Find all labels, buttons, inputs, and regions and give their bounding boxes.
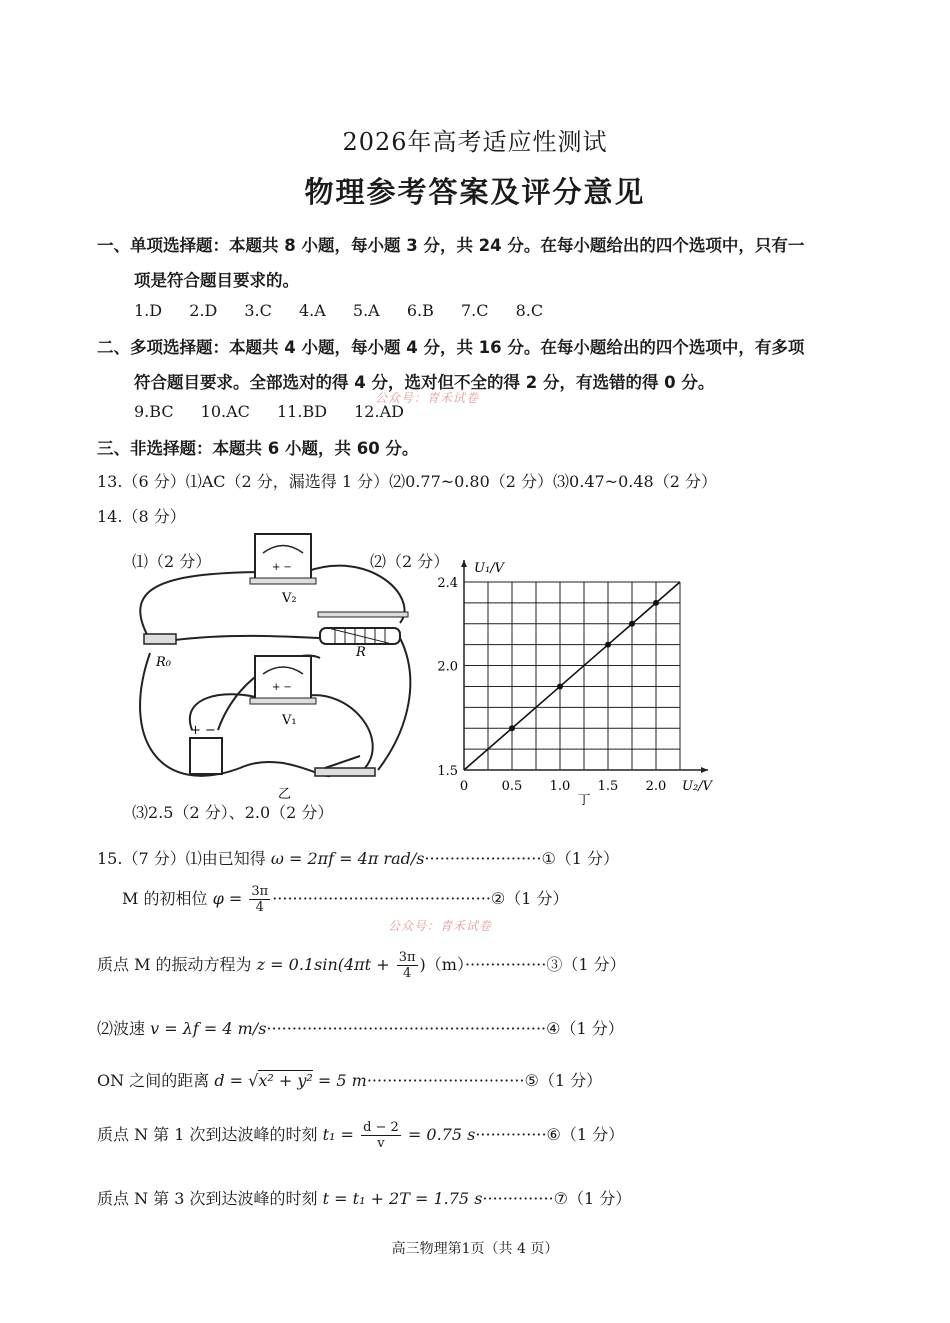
q15-l3-prefix: 质点 M 的振动方程为 [97,955,252,974]
x-tick-label: 0 [459,779,469,794]
q15-l5-tail: ⑤（1 分） [524,1071,603,1090]
q15-l3-num: 3π [398,950,416,965]
q15-l4-tail: ④（1 分） [546,1019,624,1038]
q15-l2-den: 4 [255,900,264,915]
wire [175,636,320,640]
x-axis-arrow [701,767,708,773]
q15-l1-formula: ω = 2πf = 4π rad/s [270,849,425,868]
wire [305,695,373,768]
x-tick-label: 0.5 [501,779,523,794]
x-tick-label: 1.0 [549,779,571,794]
q15-l6-tail: ⑥（1 分） [546,1125,625,1144]
exam-title: 2026年高考适应性测试 [342,128,608,156]
section2-heading-line1: 二、多项选择题：本题共 4 小题，每小题 4 分，共 16 分。在每小题给出的四个选项中，有多项 [97,338,805,357]
x-tick-label: 1.5 [597,779,619,794]
q15-l5-sqrt: x² + y² [258,1071,313,1090]
q15-l2-num: 3π [251,884,269,899]
q15-l7-prefix: 质点 N 第 3 次到达波峰的时刻 [97,1189,318,1208]
q15-line1 [97,846,619,869]
q15-l3-close: )（m） [419,955,465,974]
q15-line6 [97,1120,624,1151]
fit-line [464,582,680,770]
q14-heading: 14.（8 分） [97,507,186,526]
q15-l3-fraction [397,950,418,981]
q15-l2-phi: φ = [212,889,243,908]
q15-line4 [97,1016,624,1039]
voltmeter-v1 [250,656,316,704]
wire [140,572,260,640]
q15-l6-fraction [361,1120,401,1151]
answer-4: 4.A [298,301,326,320]
q15-l5-dots: ······························· [366,1071,525,1090]
answer-7: 7.C [460,301,489,320]
q15-l5-prefix: ON 之间的距离 [97,1071,210,1090]
battery [190,738,222,774]
y-axis-arrow [461,560,467,567]
section1-answers [134,301,565,320]
q15-l2-fraction [249,884,270,915]
q15-l3-formula: z = 0.1sin(4πt + [256,955,390,974]
wire [378,638,410,770]
section2-heading-line2: 符合题目要求。全部选对的得 4 分，选对但不全的得 2 分，有选错的得 0 分。 [134,373,715,392]
q15-l1-prefix: 15.（7 分）⑴由已知得 [97,849,266,868]
answer-12: 12.AD [354,402,404,421]
answer-1: 1.D [134,301,163,320]
q15-l2-prefix: M 的初相位 [122,889,208,908]
q15-l4-dots: ······················································· [266,1019,547,1038]
section1-heading-line2: 项是符合题目要求的。 [134,271,299,290]
data-point [557,683,563,689]
q15-l4-formula: v = λf = 4 m/s [150,1019,267,1038]
battery-signs: + − [190,723,216,738]
answer-10: 10.AC [200,402,250,421]
q14-part2: ⑵（2 分） [370,552,450,571]
resistor-r0 [144,634,176,644]
u1-u2-chart [430,552,730,807]
answer-11: 11.BD [277,402,328,421]
voltmeter-v2 [250,534,316,584]
answer-6: 6.B [406,301,434,320]
q15-line3 [97,950,626,981]
section1-heading-line1: 一、单项选择题：本题共 8 小题，每小题 3 分，共 24 分。在每小题给出的四个选项中，只有一 [97,236,805,255]
q15-l3-den: 4 [402,966,412,981]
answer-key-title: 物理参考答案及评分意见 [304,175,646,209]
q15-l7-formula: t = t₁ + 2T = 1.75 s [322,1189,483,1208]
x-axis-label: U₂/V [682,779,712,794]
q13-answer: 13.（6 分）⑴AC（2 分，漏选得 1 分）⑵0.77~0.80（2 分）⑶0.47~0.48（2 分） [97,472,717,491]
v2-label: V₂ [282,591,297,606]
q15-l3-dots: ················ [464,955,547,974]
q15-l6-prefix: 质点 N 第 1 次到达波峰的时刻 [97,1125,318,1144]
q15-l6-t: t₁ = [322,1125,354,1144]
v1-terminal-signs: + − [272,682,292,693]
q15-l1-tail: ①（1 分） [541,849,620,868]
x-tick-label: 2.0 [645,779,667,794]
answer-3: 3.C [244,301,272,320]
q15-l6-dots: ·············· [475,1125,547,1144]
q15-l6-den: v [377,1136,385,1151]
q15-l4-prefix: ⑵波速 [97,1019,146,1038]
q15-l2-dots: ··········································· [272,889,491,908]
q15-l7-dots: ·············· [482,1189,554,1208]
answer-9: 9.BC [134,402,174,421]
page-footer: 高三物理第1页（共 4 页） [391,1241,559,1257]
q14-part3: ⑶2.5（2 分）、2.0（2 分） [132,803,334,822]
y-tick-label: 2.0 [437,659,458,675]
q15-line7 [97,1186,631,1209]
answer-8: 8.C [515,301,544,320]
watermark-middle: 公众号：青禾试卷 [388,919,493,933]
data-point [605,642,611,648]
q15-l5-formula-a: d = [214,1071,244,1090]
y-tick-label: 2.4 [437,576,458,591]
q15-l7-tail: ⑦（1 分） [553,1189,632,1208]
data-point [653,600,659,606]
q15-l6-formula: = 0.75 s [407,1125,476,1144]
y-tick-label: 1.5 [437,764,458,779]
q15-line2 [122,884,569,915]
v1-label: V₁ [282,713,297,728]
section3-heading: 三、非选择题：本题共 6 小题，共 60 分。 [97,439,419,458]
q15-l2-tail: ②（1 分） [490,889,569,908]
q15-l3-tail: ③（1 分） [546,955,626,974]
answer-2: 2.D [189,301,218,320]
watermark-top: 公众号：青禾试卷 [375,391,480,405]
fig-yi-label: 乙 [278,787,292,802]
v2-terminal-signs: + − [272,562,292,573]
r-label: R [356,645,366,660]
q15-l5-formula-b: = 5 m [317,1071,367,1090]
data-point [629,621,635,627]
rheostat-r [318,612,408,644]
q15-l1-dots: ······················· [424,849,542,868]
r0-label: R₀ [156,655,171,670]
q14-part1: ⑴（2 分） [132,552,212,571]
q15-l6-num: d − 2 [363,1120,399,1135]
data-point [509,725,515,731]
q15-line5 [97,1068,602,1091]
y-axis-label: U₁/V [474,561,504,576]
fig-ding-label: 丁 [577,793,591,807]
answer-5: 5.A [352,301,380,320]
sqrt-icon: √ [248,1071,259,1090]
